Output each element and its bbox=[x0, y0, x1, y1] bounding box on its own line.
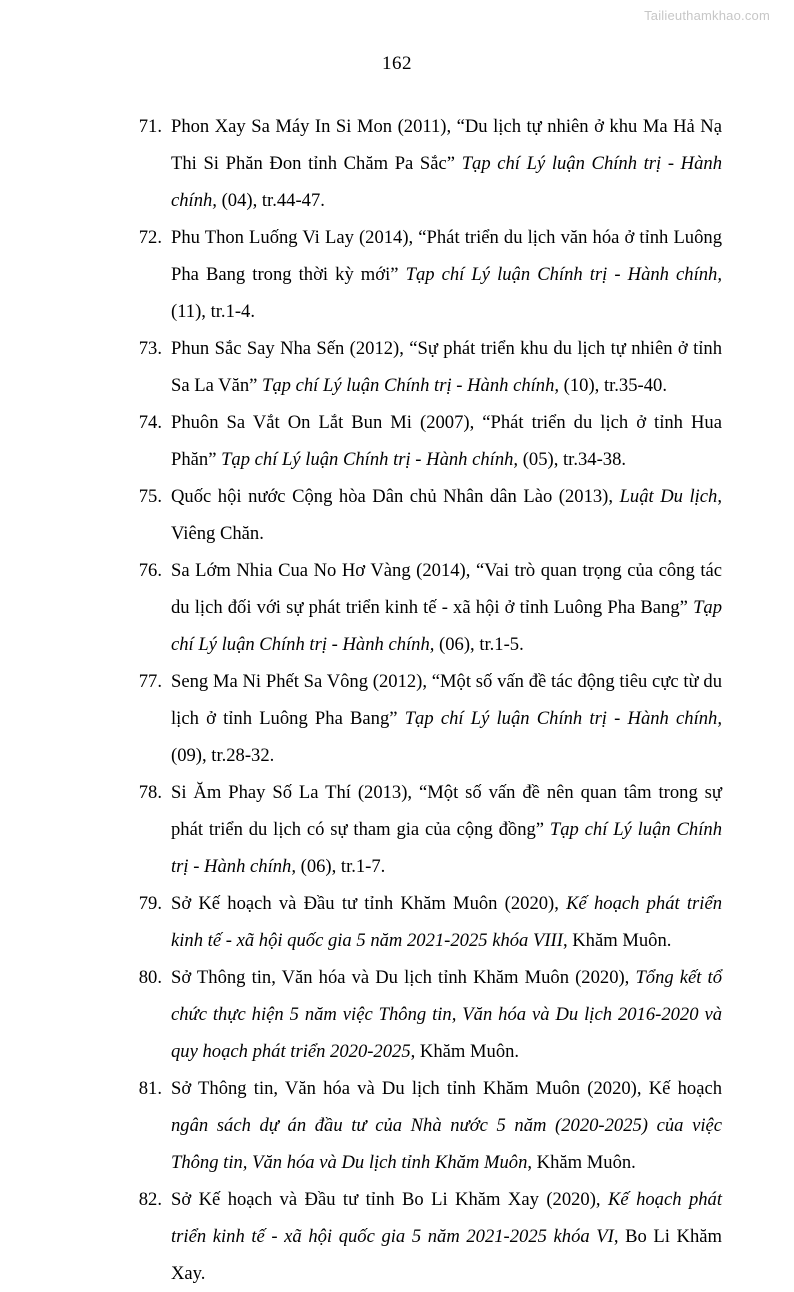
reference-text-roman: (11), tr.1-4. bbox=[171, 301, 255, 322]
reference-number: 80. bbox=[138, 967, 162, 988]
reference-entry bbox=[130, 774, 722, 885]
reference-text bbox=[162, 1070, 722, 1181]
reference-text bbox=[162, 663, 722, 774]
reference-text bbox=[162, 959, 722, 1070]
reference-text-roman: (06), tr.1-7. bbox=[295, 856, 386, 877]
reference-title-italic: Tạp chí Lý luận Chính trị - Hành chính, bbox=[221, 449, 519, 470]
reference-entry bbox=[130, 219, 722, 330]
reference-number: 72. bbox=[138, 227, 162, 248]
reference-list bbox=[130, 108, 722, 1292]
reference-number: 73. bbox=[138, 338, 162, 359]
reference-entry bbox=[130, 404, 722, 478]
reference-title-italic: Tổng kết tổ chức thực hiện 5 năm việc Thông tin, Văn hóa và Du lịch 2016-2020 và quy hoạch phát triển 2020-2025 bbox=[171, 967, 722, 1062]
reference-text-roman: Sở Thông tin, Văn hóa và Du lịch tỉnh Khăm Muôn (2020), bbox=[171, 967, 636, 988]
reference-text bbox=[162, 885, 722, 959]
reference-title-italic: Tạp chí Lý luận Chính trị - Hành chính, bbox=[171, 153, 722, 211]
reference-number: 76. bbox=[138, 560, 162, 581]
site-watermark: Tailieuthamkhao.com bbox=[644, 8, 770, 23]
reference-entry bbox=[130, 108, 722, 219]
reference-text-roman: (04), tr.44-47. bbox=[216, 190, 325, 211]
reference-text-roman: Phuôn Sa Vắt On Lắt Bun Mi (2007), “Phát triển du lịch ở tỉnh Hua Phăn” bbox=[171, 412, 722, 470]
reference-entry bbox=[130, 1181, 722, 1292]
reference-number: 77. bbox=[138, 671, 162, 692]
reference-text-roman: , Khăm Muôn. bbox=[410, 1041, 520, 1062]
reference-entry bbox=[130, 1070, 722, 1181]
reference-title-italic: Tạp chí Lý luận Chính trị - Hành chính, bbox=[171, 597, 722, 655]
reference-number: 75. bbox=[138, 486, 162, 507]
reference-text-roman: (06), tr.1-5. bbox=[434, 634, 524, 655]
reference-text-roman: Quốc hội nước Cộng hòa Dân chủ Nhân dân Lào (2013), bbox=[171, 486, 620, 507]
reference-entry bbox=[130, 552, 722, 663]
reference-number: 81. bbox=[138, 1078, 162, 1099]
reference-text-roman: Phu Thon Luống Vi Lay (2014), “Phát triển du lịch văn hóa ở tỉnh Luông Pha Bang trong thời kỳ mới” bbox=[171, 227, 722, 285]
reference-number: 78. bbox=[138, 782, 162, 803]
reference-text-roman: (09), tr.28-32. bbox=[171, 745, 275, 766]
reference-number: 71. bbox=[138, 116, 162, 137]
reference-text bbox=[162, 1181, 722, 1292]
reference-text bbox=[162, 404, 722, 478]
reference-text-roman: Phon Xay Sa Máy In Si Mon (2011), “Du lịch tự nhiên ở khu Ma Hả Nạ Thi Si Phăn Đon tỉnh Chăm Pa Sắc” bbox=[171, 116, 722, 174]
reference-title-italic: Tạp chí Lý luận Chính trị - Hành chính, bbox=[171, 819, 722, 877]
reference-title-italic: Kế hoạch phát triển kinh tế - xã hội quốc gia 5 năm 2021-2025 khóa VI bbox=[171, 1189, 722, 1247]
reference-text-roman: , Khăm Muôn. bbox=[527, 1152, 636, 1173]
reference-text-roman: , Viêng Chăn. bbox=[171, 486, 722, 544]
reference-text-roman: (05), tr.34-38. bbox=[518, 449, 627, 470]
reference-entry bbox=[130, 959, 722, 1070]
reference-entry bbox=[130, 330, 722, 404]
reference-entry bbox=[130, 663, 722, 774]
reference-text-roman: Sở Kế hoạch và Đầu tư tỉnh Khăm Muôn (2020), bbox=[171, 893, 567, 914]
reference-number: 82. bbox=[138, 1189, 162, 1210]
reference-entry bbox=[130, 885, 722, 959]
reference-text-roman: (10), tr.35-40. bbox=[559, 375, 667, 396]
reference-text-roman: Sa Lớm Nhia Cua No Hơ Vàng (2014), “Vai trò quan trọng của công tác du lịch đối với sự phát triển kinh tế - xã hội ở tỉnh Luông Pha Bang” bbox=[171, 560, 722, 618]
reference-text bbox=[162, 478, 722, 552]
reference-text-roman: Sở Kế hoạch và Đầu tư tỉnh Bo Li Khăm Xay (2020), bbox=[171, 1189, 608, 1210]
reference-text-roman: Phun Sắc Say Nha Sến (2012), “Sự phát triển khu du lịch tự nhiên ở tỉnh Sa La Văn” bbox=[171, 338, 722, 396]
reference-title-italic: ngân sách dự án đầu tư của Nhà nước 5 năm (2020-2025) của việc Thông tin, Văn hóa và Du lịch tỉnh Khăm Muôn bbox=[171, 1115, 722, 1173]
reference-title-italic: Tạp chí Lý luận Chính trị - Hành chính, bbox=[404, 708, 722, 729]
reference-text bbox=[162, 219, 722, 330]
reference-text bbox=[162, 330, 722, 404]
reference-text-roman: , Bo Li Khăm Xay. bbox=[171, 1226, 722, 1284]
reference-text-roman: Si Ăm Phay Số La Thí (2013), “Một số vấn đề nên quan tâm trong sự phát triển du lịch có sự tham gia của cộng đồng” bbox=[171, 782, 722, 840]
reference-text-roman: , Khăm Muôn. bbox=[562, 930, 672, 951]
reference-title-italic: Tạp chí Lý luận Chính trị - Hành chính, bbox=[262, 375, 560, 396]
reference-number: 74. bbox=[138, 412, 162, 433]
reference-title-italic: Luật Du lịch bbox=[619, 486, 718, 507]
reference-text-roman: Seng Ma Ni Phết Sa Vông (2012), “Một số vấn đề tác động tiêu cực từ du lịch ở tỉnh Luông Pha Bang” bbox=[171, 671, 722, 729]
reference-number: 79. bbox=[138, 893, 162, 914]
reference-text bbox=[162, 108, 722, 219]
reference-text-roman: Sở Thông tin, Văn hóa và Du lịch tỉnh Khăm Muôn (2020), Kế hoạch bbox=[171, 1078, 722, 1099]
reference-entry bbox=[130, 478, 722, 552]
reference-text bbox=[162, 552, 722, 663]
reference-text bbox=[162, 774, 722, 885]
page-number: 162 bbox=[382, 53, 412, 74]
reference-title-italic: Tạp chí Lý luận Chính trị - Hành chính, bbox=[405, 264, 722, 285]
reference-title-italic: Kế hoạch phát triển kinh tế - xã hội quốc gia 5 năm 2021-2025 khóa VIII bbox=[171, 893, 723, 951]
